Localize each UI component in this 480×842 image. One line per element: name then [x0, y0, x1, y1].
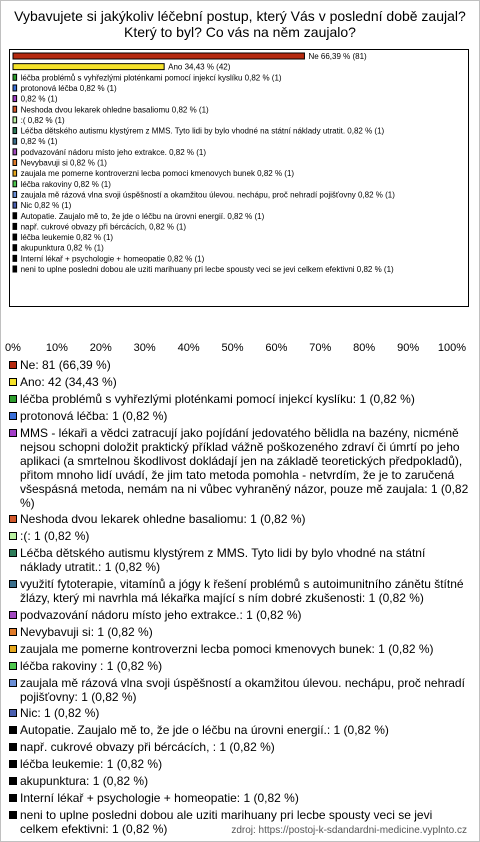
legend-item — [9, 512, 469, 526]
legend-item — [9, 546, 469, 574]
legend-swatch — [9, 532, 17, 540]
bar-6 — [13, 117, 17, 123]
bar-label-8: 0,82 % (1) — [20, 137, 58, 147]
legend-item — [9, 625, 469, 639]
bar-19 — [13, 255, 17, 261]
legend-label: zaujala mě rázová vlna svoji úspěšností a okamžitou úlevou. nechápu, proč nehradí pojišťovny: 1 (0,82 %) — [20, 675, 465, 704]
bar-chart — [1, 1, 479, 357]
legend-item — [9, 426, 469, 510]
bar-9 — [13, 149, 17, 155]
legend-item — [9, 577, 469, 605]
legend-label: MMS - lékaři a vědci zatracují jako pojídání jedovatého bělidla na bazény, nicméně nejsou schopni doložit praktický příklad vážně poškozeného zdraví či úmrtí po jeho aplikaci (a smrtelnou škodlivost dokládají jen na základě teoretických předpokladů), přitom mnoho lidí uvádí, že jim tato metoda pomohla - netvrdím, že je to zaručená všespásná metoda, nemám na ni vůbec vyhraněný názor, pouze mě zaujala: 1 (0,82 %) — [20, 425, 469, 510]
bar-7 — [13, 128, 17, 134]
legend-swatch — [9, 794, 17, 802]
legend-label: Ne: 81 (66,39 %) — [20, 358, 111, 372]
bar-label-14: Nic 0,82 % (1) — [20, 201, 72, 211]
bar-10 — [13, 160, 17, 166]
legend-label: Neshoda dvou lekarek ohledne basaliomu: 1 (0,82 %) — [20, 512, 306, 527]
legend-item — [9, 791, 469, 805]
legend-label: léčba leukemie: 1 (0,82 %) — [20, 757, 163, 772]
legend-item — [9, 642, 469, 656]
legend-label: :(: 1 (0,82 %) — [20, 529, 90, 544]
bar-1 — [13, 64, 164, 70]
bar-label-20: neni to uplne posledni dobou ale uziti marihuany pri lecbe spousty veci se jevi celkem efektivni 0,82 % (1) — [20, 265, 394, 274]
bar-4 — [13, 96, 17, 102]
bar-16 — [13, 223, 17, 229]
bar-3 — [13, 85, 17, 91]
legend-swatch — [9, 726, 17, 734]
legend-swatch — [9, 679, 17, 687]
legend-item — [9, 740, 469, 754]
x-tick-label-10: 100% — [437, 342, 467, 354]
bar-label-15: Autopatie. Zaujalo mě to, že jde o léčbu na úrovni energií. 0,82 % (1) — [20, 211, 265, 221]
legend-label: Nic: 1 (0,82 %) — [20, 706, 100, 721]
x-tick-label-8: 80% — [353, 342, 376, 354]
legend-item — [9, 608, 469, 622]
legend-item — [9, 774, 469, 788]
legend-swatch — [9, 777, 17, 785]
bar-label-16: např. cukrové obvazy při bércácích, 0,82 % (1) — [20, 222, 187, 232]
legend-label: Ano: 42 (34,43 %) — [20, 374, 117, 389]
bar-5 — [13, 106, 17, 112]
legend-swatch — [9, 760, 17, 768]
legend-swatch — [9, 429, 17, 437]
bar-label-2: léčba problémů s vyhřezlými ploténkami pomocí injekcí kyslíku 0,82 % (1) — [20, 73, 282, 83]
legend-label: Autopatie. Zaujalo mě to, že jde o léčbu na úrovni energií.: 1 (0,82 %) — [20, 723, 389, 738]
bar-label-0: Ne 66,39 % (81) — [308, 52, 367, 61]
bar-8 — [13, 138, 17, 144]
legend-swatch — [9, 628, 17, 636]
bar-2 — [13, 74, 17, 80]
legend-swatch — [9, 743, 17, 751]
x-tick-label-3: 30% — [133, 342, 156, 354]
legend-label: zaujala me pomerne kontroverzni lecba pomoci kmenovych bunek: 1 (0,82 %) — [20, 641, 434, 656]
bar-label-7: Léčba dětského autismu klystýrem z MMS. Tyto lidi by bylo vhodné na státní náklady utratit. 0,82 % (1) — [20, 126, 385, 136]
bar-label-12: léčba rakoviny 0,82 % (1) — [20, 179, 111, 189]
legend-item — [9, 392, 469, 406]
legend-label: protonová léčba: 1 (0,82 %) — [20, 408, 168, 423]
source-note: zdroj: https://postoj-k-sdandardni-medicine.vyplnto.cz — [231, 825, 467, 836]
bar-13 — [13, 191, 17, 197]
x-tick-label-6: 60% — [265, 342, 288, 354]
x-tick-label-9: 90% — [397, 342, 420, 354]
legend-label: např. cukrové obvazy při bércácích, : 1 (0,82 %) — [20, 740, 275, 755]
legend-swatch — [9, 549, 17, 557]
legend-item — [9, 409, 469, 423]
x-tick-label-5: 50% — [221, 342, 244, 354]
legend-swatch — [9, 378, 17, 386]
legend-label: akupunktura: 1 (0,82 %) — [20, 774, 149, 789]
legend-swatch — [9, 361, 17, 369]
bar-label-4: 0,82 % (1) — [20, 94, 58, 104]
bar-20 — [13, 266, 17, 272]
legend-item — [9, 757, 469, 771]
legend-label: léčba problémů s vyhřezlými ploténkami pomocí injekcí kyslíku: 1 (0,82 %) — [20, 391, 415, 406]
x-tick-label-7: 70% — [309, 342, 332, 354]
legend-swatch — [9, 611, 17, 619]
legend-item — [9, 358, 469, 372]
x-tick-label-2: 20% — [89, 342, 112, 354]
bar-label-9: podvazování nádoru místo jeho extrakce. 0,82 % (1) — [20, 147, 207, 157]
bar-11 — [13, 170, 17, 176]
legend-label: léčba rakoviny : 1 (0,82 %) — [20, 658, 163, 673]
x-tick-label-4: 40% — [177, 342, 200, 354]
bar-12 — [13, 181, 17, 187]
bar-label-5: Neshoda dvou lekarek ohledne basaliomu 0,82 % (1) — [20, 105, 209, 115]
bar-label-6: :( 0,82 % (1) — [20, 115, 65, 125]
bar-label-11: zaujala me pomerne kontroverzni lecba pomoci kmenovych bunek 0,82 % (1) — [20, 169, 295, 179]
legend-swatch — [9, 662, 17, 670]
legend-swatch — [9, 709, 17, 717]
legend-label: Interní lékař + psychologie + homeopatie: 1 (0,82 %) — [20, 790, 299, 805]
legend-label: neni to uplne posledni dobou ale uziti marihuany pri lecbe spousty veci se jevi celkem efektivni: 1 (0,82 %) — [20, 807, 433, 836]
legend — [9, 358, 469, 839]
bar-18 — [13, 245, 17, 251]
bar-15 — [13, 213, 17, 219]
bar-label-19: Interní lékař + psychologie + homeopatie 0,82 % (1) — [20, 254, 205, 264]
bar-label-1: Ano 34,43 % (42) — [168, 62, 231, 72]
legend-swatch — [9, 580, 17, 588]
bar-label-13: zaujala mě rázová vlna svoji úspěšností a okamžitou úlevou. nechápu, proč nehradí pojišťovny 0,82 % (1) — [20, 190, 395, 200]
legend-swatch — [9, 811, 17, 819]
x-tick-label-1: 10% — [45, 342, 68, 354]
legend-label: využití fytoterapie, vitamínů a jógy k řešení problémů s autoimunitního zánětu štítné žlázy, který mi navrhla má lékařka mající s ním dobré zkušenosti: 1 (0,82 %) — [20, 577, 464, 606]
legend-label: podvazování nádoru místo jeho extrakce.: 1 (0,82 %) — [20, 608, 302, 623]
legend-swatch — [9, 515, 17, 523]
legend-item — [9, 676, 469, 704]
legend-item — [9, 723, 469, 737]
bar-14 — [13, 202, 17, 208]
legend-item — [9, 706, 469, 720]
x-tick-label-0: 0% — [5, 342, 21, 354]
legend-swatch — [9, 412, 17, 420]
legend-item — [9, 375, 469, 389]
bar-label-3: protonová léčba 0,82 % (1) — [20, 83, 117, 93]
legend-label: Léčba dětského autismu klystýrem z MMS. Tyto lidi by bylo vhodné na státní náklady utratit.: 1 (0,82 %) — [20, 546, 426, 575]
legend-item — [9, 529, 469, 543]
bar-label-18: akupunktura 0,82 % (1) — [20, 243, 104, 253]
legend-swatch — [9, 395, 17, 403]
bar-17 — [13, 234, 17, 240]
bar-label-17: léčba leukemie 0,82 % (1) — [20, 233, 114, 243]
legend-swatch — [9, 645, 17, 653]
bar-label-10: Nevybavuji si 0,82 % (1) — [20, 158, 107, 168]
legend-label: Nevybavuji si: 1 (0,82 %) — [20, 624, 153, 639]
bar-0 — [13, 53, 304, 59]
legend-item — [9, 659, 469, 673]
chart-title: Vybavujete si jakýkoliv léčební postup, který Vás v poslední době zaujal? Který to byl? Co vás na něm zaujalo? — [14, 8, 466, 40]
